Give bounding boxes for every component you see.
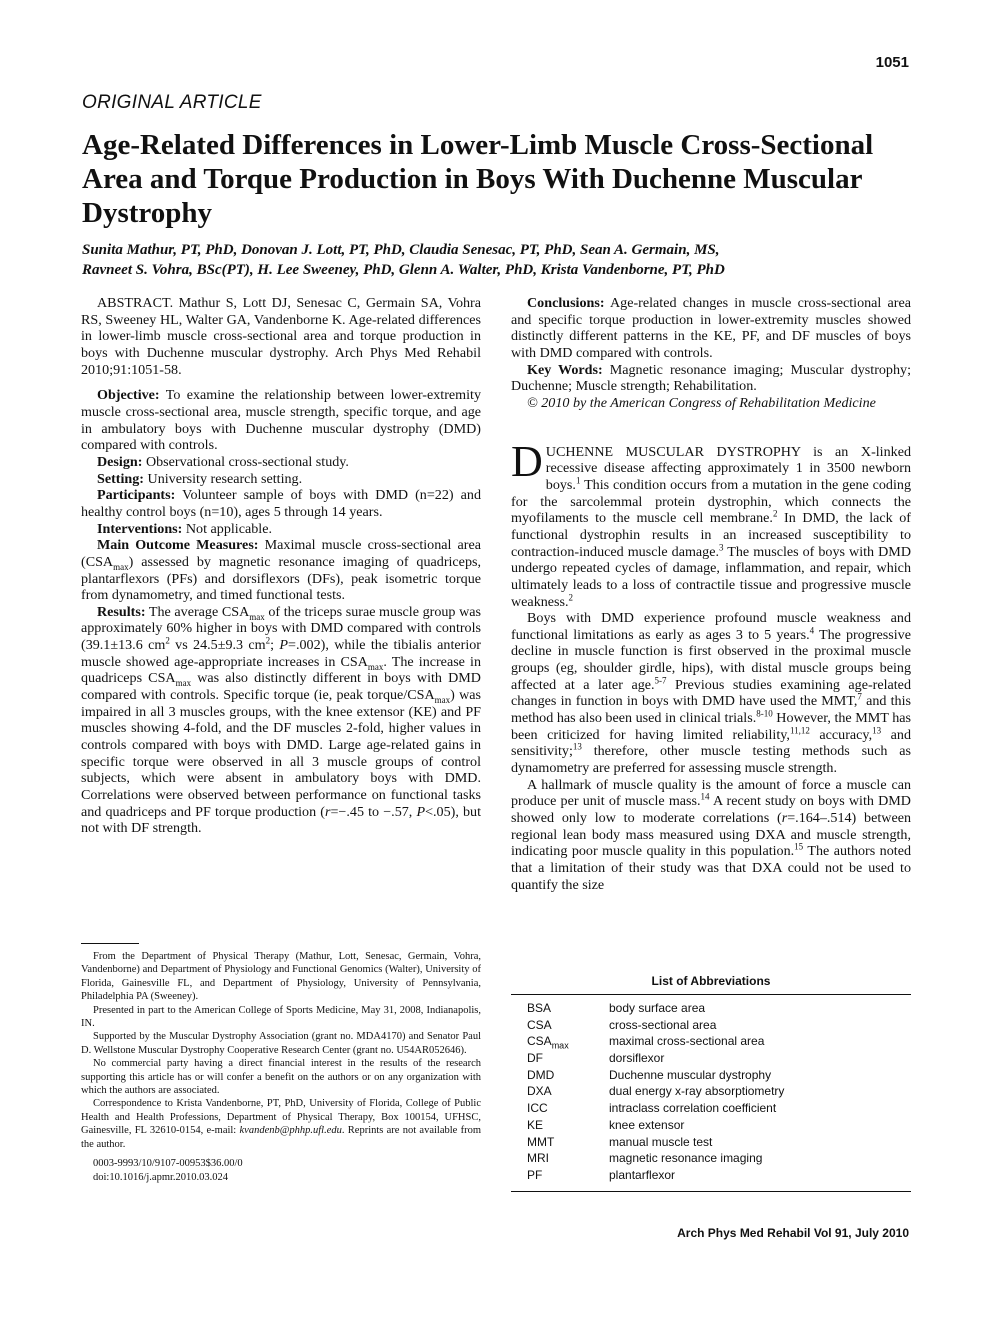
abbr-value: maximal cross-sectional area [609,1034,765,1049]
design-text: Observational cross-sectional study. [145,453,349,470]
conclusions-text: Age-related changes in muscle cross-sectional area and specific torque production in lower-extremity muscles showed distinctly different patterns in the KE, PF, and DF muscles of boys with DMD compared with controls. [511,295,911,361]
abstract-objective [81,387,481,454]
subscript: max [175,678,192,689]
correspondence-text: Correspondence to Krista Vandenborne, PT, PhD, University of Florida, College of Public Health and Health Professions, Department of Physical Therapy, Box 100154, UFHSC, Gainesville, FL 32610-0154, e-mail: [81,1098,481,1137]
p1-d: The muscles of boys with DMD undergo repeated cycles of damage, inflammation, and repair, which ultimately leads to a loss of contractile tissue and progressive muscle weakness. [511,543,911,610]
page-number: 1051 [875,54,909,71]
ref: 2 [772,508,778,519]
intro-paragraph-3 [511,777,911,894]
abbr-value: dorsiflexor [609,1051,665,1066]
footnote-presented: Presented in part to the American College of Sports Medicine, May 31, 2008, Indianapolis, IN. [81,1004,481,1030]
abbr-value: plantarflexor [609,1167,676,1182]
abbr-value: manual muscle test [609,1134,713,1149]
copyright: © 2010 by the American Congress of Rehabilitation Medicine [527,394,876,411]
p1-b: This condition occurs from a mutation in the gene coding for the sarcolemmal protein dystrophin, which connects the myofilaments to the muscle cell membrane. [511,476,911,527]
p3-a: A hallmark of muscle quality is the amount of force a muscle can produce per unit of muscle mass. [511,776,911,810]
authors-line-2: Ravneet S. Vohra, BSc(PT), H. Lee Sweeney, PhD, Glenn A. Walter, PhD, Krista Vandenborne, PT, PhD [82,262,725,278]
footnote-conflict: No commercial party having a direct financial interest in the results of the research supporting this article has or will confer a benefit on the authors or on any organization with which the authors are associated. [81,1058,481,1097]
results-r: r [324,803,331,820]
footnote-affiliation: From the Department of Physical Therapy (Mathur, Lott, Senesac, Germain, Vohra, Vandenborne) and Department of Physiology and Functional Genomics (Walter), University of Florida, Gainesville FL, and Department of Physiology, University of Pennsylvania, Philadelphia PA (Sweeney). [81,951,481,1003]
abbreviation-row [527,1167,907,1184]
abbreviations-list [527,1000,907,1184]
setting-text: University research setting. [147,470,303,487]
p3-r: r [781,810,788,827]
abbr-key-base: CSA [527,1034,552,1049]
ref: 11,12 [789,725,810,736]
results-p: P [279,637,289,654]
ref: 15 [794,841,804,852]
results-p2: P [416,803,426,820]
subscript: max [367,661,384,672]
superscript: 2 [165,635,170,646]
setting-label: Setting: [97,470,144,487]
results-text-j: <.05), but not with DF strength. [81,803,481,837]
measures-text-a: Maximal muscle cross-sectional area (CSA [81,537,481,570]
footnotes [81,950,481,1184]
abbreviation-row [527,1033,907,1050]
results-text-b: of the triceps surae muscle group was approximately 60% higher in boys with DMD compared with controls (39.1±13.6 cm [81,603,481,654]
ref: 13 [572,741,582,752]
p2-e: However, the MMT has been criticized for having limited reliability, [511,710,911,743]
p1-c: In DMD, the lack of functional dystrophin results in an increased susceptibility to contraction-induced muscle damage. [511,510,911,560]
results-label: Results: [97,603,146,620]
dropcap: D [511,436,543,486]
ref: 4 [809,625,815,636]
abbr-value: body surface area [609,1001,706,1015]
abbr-value: knee extensor [609,1117,685,1132]
p2-b: The progressive decline in muscle function is first observed in the proximal muscle groups (eg, shoulder girdle, hips), with distal muscle groups being affected at a later age. [511,626,911,693]
abstract-measures [81,537,481,604]
abbr-key: DXA [527,1084,552,1099]
keywords-text: Magnetic resonance imaging; Muscular dystrophy; Duchenne; Muscle strength; Rehabilitation. [511,361,911,395]
results-text-h: ) was impaired in all 3 muscles groups, with the knee extensor (KE) and PF muscles showing 4-fold, and the DF muscles 2-fold, higher values in controls compared with boys with DMD. Large age-related gains in specific torque were observed in all 3 muscle groups of control subjects, which were absent in ambulatory boys with DMD. Correlations were observed between performance on functional tasks and quadriceps and PF torque production ( [81,687,481,820]
footnote-issn: 0003-9993/10/9107-00953$36.00/0 [93,1158,243,1170]
abbr-key: DF [527,1051,543,1066]
journal-footer: Arch Phys Med Rehabil Vol 91, July 2010 [677,1226,909,1240]
abstract-keywords [511,362,911,395]
p2-h: therefore, other muscle testing methods such as dynamometry are preferred for assessing muscle strength. [511,743,911,777]
objective-label: Objective: [97,387,160,404]
abstract-setting [81,471,481,488]
p3-b: A recent study on boys with DMD showed only low to moderate correlations ( [511,793,911,827]
abbreviation-row [527,1017,907,1034]
article-title: Age-Related Differences in Lower-Limb Muscle Cross-Sectional Area and Torque Production in Boys With Duchenne Muscular Dystrophy [82,129,874,229]
p2-a: Boys with DMD experience profound muscle weakness and functional limitations as early as ages 3 to 5 years. [511,610,911,643]
subscript: max [434,694,451,705]
abbr-key: KE [527,1117,544,1132]
abbr-key: MRI [527,1151,549,1166]
results-text-e: =.002), while the tibialis anterior muscle showed age-appropriate increases in CSA [81,637,481,670]
abbr-value: intraclass correlation coefficient [609,1101,777,1116]
results-text-c: vs 24.5±9.3 cm [169,637,266,654]
abbreviation-row [527,1117,907,1134]
measures-label: Main Outcome Measures: [97,537,259,554]
subscript: max [113,561,129,572]
interventions-text: Not applicable. [185,520,272,537]
author-list [82,240,912,280]
abbr-key: BSA [527,1001,552,1015]
results-text-g: was also distinctly different in boys with DMD compared with controls. Specific torque (ie, peak torque/CSA [81,670,481,704]
results-text-a: The average CSA [148,603,250,620]
abbreviation-row [527,1000,907,1017]
p1-a: UCHENNE MUSCULAR DYSTROPHY is an X-linked recessive disease affecting approximately 1 in 3500 newborn boys. [545,443,911,493]
ref: 5-7 [654,675,667,686]
abstract-design [81,454,481,471]
footnote-doi: doi:10.1016/j.apmr.2010.03.024 [93,1171,229,1183]
p2-f: accuracy, [809,726,873,743]
objective-text: To examine the relationship between lower-extremity muscle cross-sectional area, muscle strength, specific torque, and age in ambulatory boys with Duchenne muscular dystrophy (DMD) compared with controls. [81,387,481,454]
participants-label: Participants: [97,487,176,504]
results-text-d: ; [270,637,280,654]
p2-g: and sensitivity; [511,726,911,760]
abbreviations-top-rule [511,994,911,995]
conclusions-label: Conclusions: [527,295,605,311]
abbreviation-row [527,1100,907,1117]
intro-paragraph-1 [511,436,911,611]
ref: 13 [872,725,882,736]
results-text-f: . The increase in quadriceps CSA [81,653,481,687]
design-label: Design: [97,453,143,470]
email-link[interactable]: kvandenb@phhp.ufl.edu [239,1125,342,1137]
abbr-key: MMT [527,1134,555,1149]
subscript: max [551,1040,569,1051]
authors-line-1: Sunita Mathur, PT, PhD, Donovan J. Lott, PT, PhD, Claudia Senesac, PT, PhD, Sean A. Germain, MS, [82,242,720,258]
abstract-results [81,604,481,837]
footnote-divider [81,943,139,944]
ref: 8-10 [756,708,773,719]
abbreviation-row [527,1067,907,1084]
measures-text-b: ) assessed by magnetic resonance imaging of quadriceps, plantarflexors (PFs) and dorsiflexors (DFs), peak isometric torque from dynamometry, and timed functional tests. [81,553,481,604]
abbreviations-title: List of Abbreviations [651,974,771,988]
abbr-value: Duchenne muscular dystrophy [609,1067,772,1082]
p3-d: The authors noted that a limitation of their study was that DXA could not be used to quantify the size [511,843,911,893]
abbreviations-bottom-rule [511,1191,911,1192]
abbr-value: magnetic resonance imaging [609,1151,763,1166]
keywords-label: Key Words: [527,361,603,378]
intro-paragraph-2 [511,610,911,777]
ref: 3 [719,541,724,552]
p2-d: and this method has also been used in clinical trials. [511,693,911,727]
abbreviation-row [527,1150,907,1167]
abbreviation-row [527,1050,907,1067]
footnote-correspondence [81,1097,481,1151]
p3-c: =.164–.514) between regional lean body mass measured using DXA and muscle strength, indicating poor muscle quality in this population. [511,810,911,860]
participants-text: Volunteer sample of boys with DMD (n=22) and healthy control boys (n=10), ages 5 through 14 years. [81,487,481,520]
ref: 14 [700,791,710,802]
abbr-key: DMD [527,1067,555,1082]
right-column [511,295,911,893]
correspondence-text-end: . Reprints are not available from the author. [81,1125,481,1150]
abbr-key: PF [527,1167,543,1182]
abstract-citation: ABSTRACT. Mathur S, Lott DJ, Senesac C, Germain SA, Vohra RS, Sweeney HL, Walter GA, Vandenborne K. Age-related differences in lower-limb muscle cross-sectional area and torque production in boys with Duchenne muscular dystrophy. Arch Phys Med Rehabil 2010;91:1051-58. [81,295,481,378]
abbr-value: dual energy x-ray absorptiometry [609,1084,785,1099]
ref: 1 [575,475,581,486]
abbreviation-row [527,1083,907,1100]
abstract-conclusions [511,295,911,362]
subscript: max [249,611,265,622]
section-label: ORIGINAL ARTICLE [82,92,262,113]
abstract-column [81,295,481,837]
abbr-key: CSA [527,1017,552,1032]
interventions-label: Interventions: [97,520,183,537]
superscript: 2 [265,635,271,646]
ref: 7 [857,691,862,702]
results-text-i: =−.45 to −.57, [330,803,417,820]
abbr-value: cross-sectional area [609,1017,717,1032]
abbr-key: ICC [527,1101,548,1116]
abstract-interventions [81,521,481,538]
abstract-participants [81,487,481,520]
abbreviation-row [527,1134,907,1151]
footnote-supported: Supported by the Muscular Dystrophy Association (grant no. MDA4170) and Senator Paul D. Wellstone Muscular Dystrophy Cooperative Research Center (grant no. U54AR052646). [81,1031,481,1056]
ref: 2 [568,591,574,602]
abbr-key [527,1033,609,1050]
p2-c: Previous studies examining age-related changes in function in boys with DMD have used the MMT, [511,676,911,710]
